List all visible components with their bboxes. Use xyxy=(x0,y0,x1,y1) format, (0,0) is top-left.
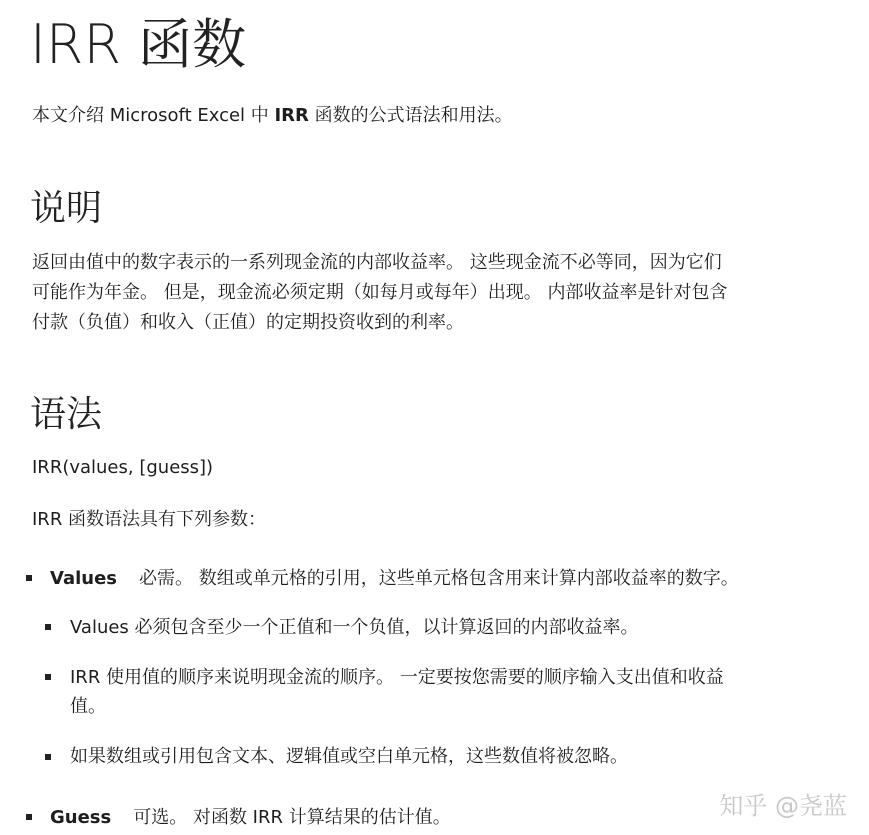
description-line: 返回由值中的数字表示的一系列现金流的内部收益率。 这些现金流不必等同，因为它们 xyxy=(32,252,722,273)
description-line: 可能作为年金。 但是，现金流必须定期（如每月或每年）出现。 内部收益率是针对包含 xyxy=(32,282,728,303)
intro-post: 函数的公式语法和用法。 xyxy=(308,105,513,126)
syntax-heading: 语法 xyxy=(30,394,103,435)
page-title: IRR 函数 xyxy=(30,13,247,76)
bullet-icon xyxy=(45,674,51,680)
sub-item-cont: 值。 xyxy=(70,696,106,717)
param-name: Values xyxy=(50,568,117,589)
bullet-icon xyxy=(26,814,32,820)
description-heading: 说明 xyxy=(30,188,103,229)
param-values xyxy=(50,564,739,594)
sub-item: 如果数组或引用包含文本、逻辑值或空白单元格，这些数值将被忽略。 xyxy=(70,746,628,767)
params-intro: IRR 函数语法具有下列参数： xyxy=(32,509,267,530)
description-line: 付款（负值）和收入（正值）的定期投资收到的利率。 xyxy=(32,312,464,333)
bullet-icon xyxy=(45,624,51,630)
watermark: 知乎 @尧蓝 xyxy=(719,792,847,820)
intro-bold: IRR xyxy=(274,105,309,126)
param-name: Guess xyxy=(50,807,112,828)
syntax-formula: IRR(values, [guess]) xyxy=(32,457,214,478)
bullet-icon xyxy=(26,575,32,581)
intro-text xyxy=(32,101,513,131)
sub-item: Values 必须包含至少一个正值和一个负值，以计算返回的内部收益率。 xyxy=(70,617,639,638)
param-desc: 必需。 数组或单元格的引用，这些单元格包含用来计算内部收益率的数字。 xyxy=(139,568,739,589)
intro-pre: 本文介绍 Microsoft Excel 中 xyxy=(32,105,275,126)
param-desc: 可选。 对函数 IRR 计算结果的估计值。 xyxy=(133,807,451,828)
param-guess xyxy=(50,803,451,833)
sub-item: IRR 使用值的顺序来说明现金流的顺序。 一定要按您需要的顺序输入支出值和收益 xyxy=(70,667,724,688)
bullet-icon xyxy=(45,754,51,760)
